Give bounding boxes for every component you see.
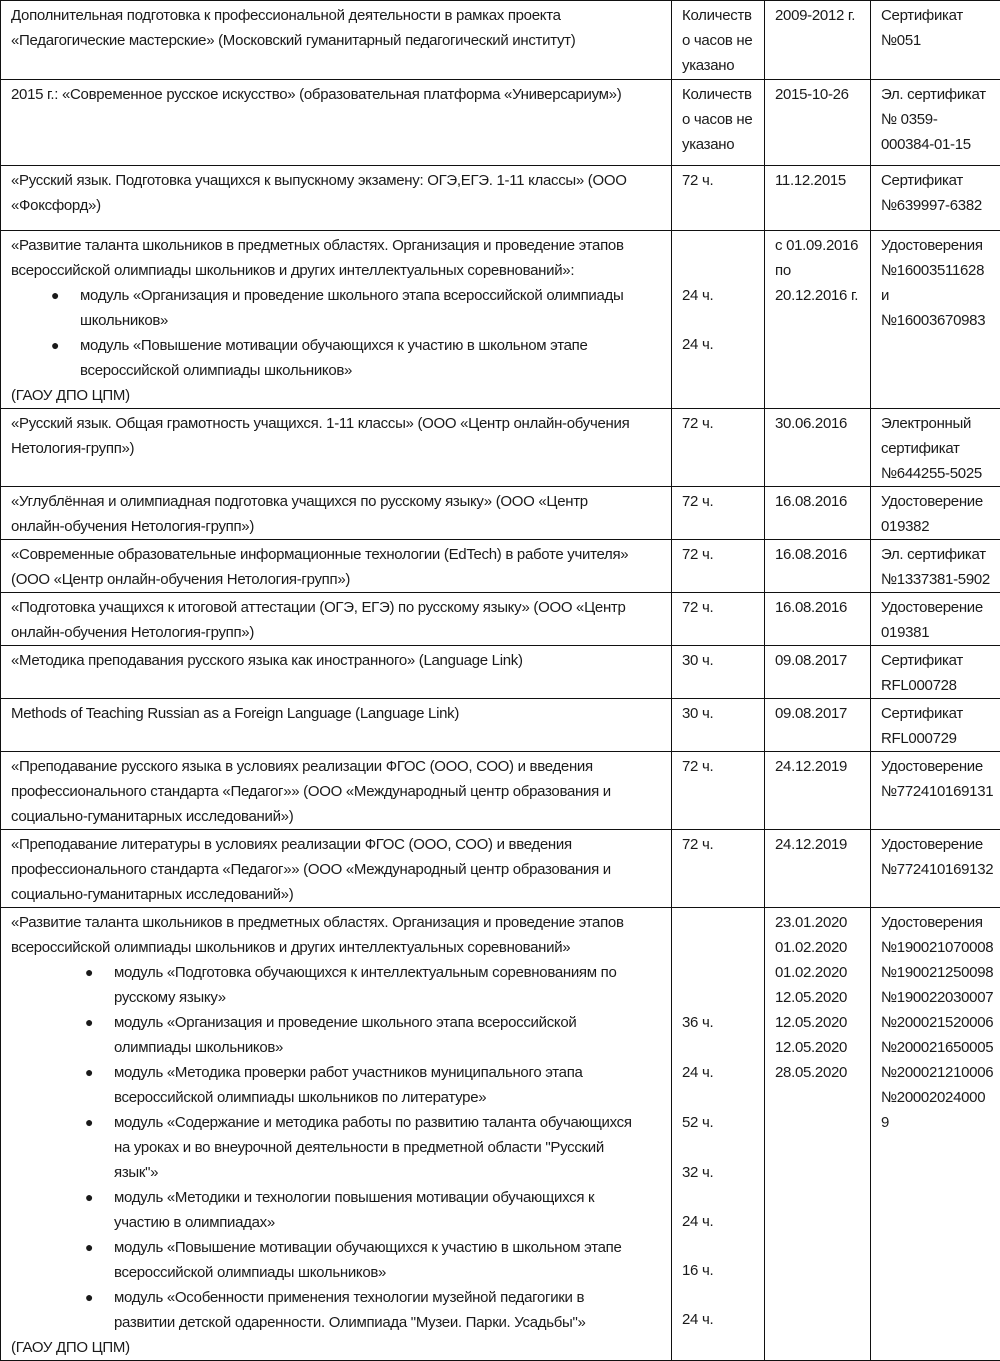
course-title-line: Дополнительная подготовка к профессиональной деятельности в рамках проекта [11, 3, 663, 28]
date-value: 16.08.2016 [775, 595, 862, 620]
course-title-line: социально-гуманитарных исследований») [11, 882, 663, 907]
hours-cell [672, 646, 765, 699]
module-item [11, 283, 663, 333]
document-value: 019382 [881, 514, 992, 539]
document-value: 019381 [881, 620, 992, 645]
document-value: №200021210006 [881, 1060, 992, 1085]
hours-value: указано [682, 132, 756, 157]
module-line: олимпиады школьников» [114, 1035, 663, 1060]
hours-value: 24 ч. [682, 332, 756, 357]
bullet-icon: ● [85, 960, 93, 985]
course-title-line: «Педагогические мастерские» (Московский гуманитарный педагогический институт) [11, 28, 663, 53]
course-title-line: онлайн-обучения Нетология-групп») [11, 514, 663, 539]
document-value: №190022030007 [881, 985, 992, 1010]
table-row [1, 593, 1000, 646]
date-cell [765, 166, 871, 231]
hours-value: 72 ч. [682, 411, 756, 436]
date-cell [765, 752, 871, 830]
date-value: 16.08.2016 [775, 542, 862, 567]
module-item [11, 960, 663, 1010]
document-value: Эл. сертификат [881, 82, 992, 107]
table-row [1, 699, 1000, 752]
hours-value: 24 ч. [682, 283, 756, 308]
module-line: язык"» [114, 1160, 663, 1185]
course-title-line: онлайн-обучения Нетология-групп») [11, 620, 663, 645]
date-value: 2015-10-26 [775, 82, 862, 107]
date-value: 12.05.2020 [775, 985, 862, 1010]
hours-value: 72 ч. [682, 489, 756, 514]
hours-value: 24 ч. [682, 1060, 756, 1085]
date-value: 09.08.2017 [775, 701, 862, 726]
module-line: русскому языку» [114, 985, 663, 1010]
document-value: №20002024000 [881, 1085, 992, 1110]
hours-cell [672, 409, 765, 487]
hours-value: 30 ч. [682, 648, 756, 673]
module-item [11, 1235, 663, 1285]
module-line: модуль «Содержание и методика работы по развитию таланта обучающихся [114, 1110, 663, 1135]
table-row [1, 908, 1000, 1361]
module-line: всероссийской олимпиады школьников по литературе» [114, 1085, 663, 1110]
hours-cell [672, 908, 765, 1361]
document-value: №16003511628 [881, 258, 992, 283]
module-line: всероссийской олимпиады школьников» [114, 1260, 663, 1285]
document-cell [871, 409, 1000, 487]
document-cell [871, 908, 1000, 1361]
module-item [11, 1110, 663, 1185]
bullet-icon: ● [85, 1285, 93, 1310]
document-value: 000384-01-15 [881, 132, 992, 157]
document-cell [871, 593, 1000, 646]
module-line: развитии детской одаренности. Олимпиада "Музеи. Парки. Усадьбы"» [114, 1310, 663, 1335]
date-value: 11.12.2015 [775, 168, 862, 193]
date-value: 20.12.2016 г. [775, 283, 862, 308]
module-line: модуль «Повышение мотивации обучающихся к участию в школьном этапе [80, 333, 663, 358]
course-title-line: «Преподавание русского языка в условиях реализации ФГОС (ООО, СОО) и введения [11, 754, 663, 779]
date-value: 12.05.2020 [775, 1010, 862, 1035]
hours-value: 72 ч. [682, 542, 756, 567]
course-title-line: 2015 г.: «Современное русское искусство» (образовательная платформа «Универсариум») [11, 82, 663, 107]
course-title-line: «Фоксфорд») [11, 193, 663, 218]
document-cell [871, 231, 1000, 409]
document-value: Удостоверение [881, 832, 992, 857]
course-cell [1, 1, 672, 80]
course-cell [1, 752, 672, 830]
document-value: № 0359- [881, 107, 992, 132]
course-title-line: «Углублённая и олимпиадная подготовка учащихся по русскому языку» (ООО «Центр [11, 489, 663, 514]
document-value: Удостоверения [881, 233, 992, 258]
document-value: №200021650005 [881, 1035, 992, 1060]
hours-value: о часов не [682, 107, 756, 132]
module-line: модуль «Повышение мотивации обучающихся к участию в школьном этапе [114, 1235, 663, 1260]
hours-value: 72 ч. [682, 754, 756, 779]
hours-value: указано [682, 53, 756, 78]
course-title-line: всероссийской олимпиады школьников и других интеллектуальных соревнований»: [11, 258, 663, 283]
document-cell [871, 487, 1000, 540]
module-item [11, 1285, 663, 1335]
hours-cell [672, 699, 765, 752]
date-cell [765, 487, 871, 540]
module-line: школьников» [80, 308, 663, 333]
module-line: модуль «Особенности применения технологии музейной педагогики в [114, 1285, 663, 1310]
course-cell [1, 80, 672, 166]
date-cell [765, 830, 871, 908]
hours-value: о часов не [682, 28, 756, 53]
table-row [1, 830, 1000, 908]
hours-cell [672, 1, 765, 80]
hours-value: Количеств [682, 3, 756, 28]
date-value: с 01.09.2016 [775, 233, 862, 258]
module-line: модуль «Методики и технологии повышения мотивации обучающихся к [114, 1185, 663, 1210]
hours-value: 16 ч. [682, 1258, 756, 1283]
module-line: на уроках и во внеурочной деятельности в предметной области "Русский [114, 1135, 663, 1160]
date-value: 24.12.2019 [775, 754, 862, 779]
module-line: модуль «Методика проверки работ участников муниципального этапа [114, 1060, 663, 1085]
date-value: 24.12.2019 [775, 832, 862, 857]
document-cell [871, 1, 1000, 80]
hours-value: 32 ч. [682, 1160, 756, 1185]
module-item [11, 1060, 663, 1110]
module-line: модуль «Организация и проведение школьного этапа всероссийской [114, 1010, 663, 1035]
date-value: по [775, 258, 862, 283]
document-value: №1337381-5902 [881, 567, 992, 592]
course-title-line: «Развитие таланта школьников в предметных областях. Организация и проведение этапов [11, 910, 663, 935]
course-title-line: социально-гуманитарных исследований») [11, 804, 663, 829]
date-cell [765, 231, 871, 409]
module-line: модуль «Подготовка обучающихся к интеллектуальным соревнованиям по [114, 960, 663, 985]
document-value: Удостоверение [881, 489, 992, 514]
course-title-line: профессионального стандарта «Педагог»» (ООО «Международный центр образования и [11, 857, 663, 882]
table-row [1, 409, 1000, 487]
date-cell [765, 593, 871, 646]
date-value: 01.02.2020 [775, 935, 862, 960]
bullet-icon: ● [85, 1060, 93, 1085]
document-value: №051 [881, 28, 992, 53]
hours-value: Количеств [682, 82, 756, 107]
course-title-line: «Русский язык. Подготовка учащихся к выпускному экзамену: ОГЭ,ЕГЭ. 1-11 классы» (ООО [11, 168, 663, 193]
module-line: всероссийской олимпиады школьников» [80, 358, 663, 383]
document-value: №16003670983 [881, 308, 992, 333]
table-row [1, 1, 1000, 80]
course-cell [1, 166, 672, 231]
date-value: 12.05.2020 [775, 1035, 862, 1060]
document-value: №639997-6382 [881, 193, 992, 218]
hours-cell [672, 80, 765, 166]
hours-value: 30 ч. [682, 701, 756, 726]
document-value: Удостоверение [881, 595, 992, 620]
document-cell [871, 699, 1000, 752]
module-line: модуль «Организация и проведение школьного этапа всероссийской олимпиады [80, 283, 663, 308]
document-cell [871, 540, 1000, 593]
hours-cell [672, 231, 765, 409]
course-title-line: Methods of Teaching Russian as a Foreign Language (Language Link) [11, 701, 663, 726]
course-title-line: «Русский язык. Общая грамотность учащихся. 1-11 классы» (ООО «Центр онлайн-обучения [11, 411, 663, 436]
course-cell [1, 830, 672, 908]
table-row [1, 752, 1000, 830]
date-value: 01.02.2020 [775, 960, 862, 985]
hours-value: 24 ч. [682, 1209, 756, 1234]
document-value: 9 [881, 1110, 992, 1135]
document-value: Удостоверения [881, 910, 992, 935]
course-cell [1, 231, 672, 409]
course-title-line: Нетология-групп») [11, 436, 663, 461]
document-value: Электронный [881, 411, 992, 436]
course-title-line: (ООО «Центр онлайн-обучения Нетология-групп») [11, 567, 663, 592]
date-value: 23.01.2020 [775, 910, 862, 935]
course-title-line: «Преподавание литературы в условиях реализации ФГОС (ООО, СОО) и введения [11, 832, 663, 857]
module-item [11, 1010, 663, 1060]
organization-footer: (ГАОУ ДПО ЦПМ) [11, 1335, 663, 1360]
document-value: Сертификат [881, 648, 992, 673]
date-cell [765, 80, 871, 166]
hours-value: 72 ч. [682, 832, 756, 857]
course-title-line: «Методика преподавания русского языка как иностранного» (Language Link) [11, 648, 663, 673]
date-cell [765, 908, 871, 1361]
document-value: и [881, 283, 992, 308]
date-value: 2009-2012 г. [775, 3, 862, 28]
hours-value: 24 ч. [682, 1307, 756, 1332]
document-value: RFL000728 [881, 673, 992, 698]
course-title-line: «Развитие таланта школьников в предметных областях. Организация и проведение этапов [11, 233, 663, 258]
table-row [1, 231, 1000, 409]
bullet-icon: ● [85, 1110, 93, 1135]
bullet-icon: ● [51, 333, 59, 358]
date-value: 30.06.2016 [775, 411, 862, 436]
module-item [11, 333, 663, 383]
module-line: участию в олимпиадах» [114, 1210, 663, 1235]
hours-value: 72 ч. [682, 168, 756, 193]
organization-footer: (ГАОУ ДПО ЦПМ) [11, 383, 663, 408]
document-value: Эл. сертификат [881, 542, 992, 567]
course-cell [1, 540, 672, 593]
hours-value: 36 ч. [682, 1010, 756, 1035]
table-row [1, 80, 1000, 166]
course-cell [1, 908, 672, 1361]
course-cell [1, 646, 672, 699]
course-title-line: профессионального стандарта «Педагог»» (ООО «Международный центр образования и [11, 779, 663, 804]
bullet-icon: ● [85, 1185, 93, 1210]
hours-value: 52 ч. [682, 1110, 756, 1135]
course-cell [1, 593, 672, 646]
table-row [1, 166, 1000, 231]
course-cell [1, 487, 672, 540]
document-value: сертификат [881, 436, 992, 461]
date-value: 16.08.2016 [775, 489, 862, 514]
table-row [1, 646, 1000, 699]
course-cell [1, 409, 672, 487]
bullet-icon: ● [85, 1235, 93, 1260]
document-cell [871, 80, 1000, 166]
document-value: Сертификат [881, 3, 992, 28]
document-value: №200021520006 [881, 1010, 992, 1035]
table-row [1, 487, 1000, 540]
bullet-icon: ● [85, 1010, 93, 1035]
hours-value: 72 ч. [682, 595, 756, 620]
date-cell [765, 646, 871, 699]
document-cell [871, 830, 1000, 908]
hours-cell [672, 593, 765, 646]
bullet-icon: ● [51, 283, 59, 308]
date-cell [765, 540, 871, 593]
document-cell [871, 752, 1000, 830]
document-value: №190021070008 [881, 935, 992, 960]
hours-cell [672, 540, 765, 593]
document-cell [871, 646, 1000, 699]
date-cell [765, 409, 871, 487]
document-value: Сертификат [881, 168, 992, 193]
document-value: №772410169132 [881, 857, 992, 882]
hours-cell [672, 752, 765, 830]
course-title-line: «Подготовка учащихся к итоговой аттестации (ОГЭ, ЕГЭ) по русскому языку» (ООО «Центр [11, 595, 663, 620]
document-value: Удостоверение [881, 754, 992, 779]
hours-cell [672, 166, 765, 231]
hours-cell [672, 487, 765, 540]
document-value: №644255-5025 [881, 461, 992, 486]
hours-cell [672, 830, 765, 908]
date-value: 28.05.2020 [775, 1060, 862, 1085]
date-cell [765, 1, 871, 80]
course-cell [1, 699, 672, 752]
course-title-line: «Современные образовательные информационные технологии (EdTech) в работе учителя» [11, 542, 663, 567]
module-item [11, 1185, 663, 1235]
table-row [1, 540, 1000, 593]
date-cell [765, 699, 871, 752]
document-value: Сертификат [881, 701, 992, 726]
document-value: №190021250098 [881, 960, 992, 985]
date-value: 09.08.2017 [775, 648, 862, 673]
document-cell [871, 166, 1000, 231]
course-title-line: всероссийской олимпиады школьников и других интеллектуальных соревнований» [11, 935, 663, 960]
document-value: №772410169131 [881, 779, 992, 804]
document-value: RFL000729 [881, 726, 992, 751]
